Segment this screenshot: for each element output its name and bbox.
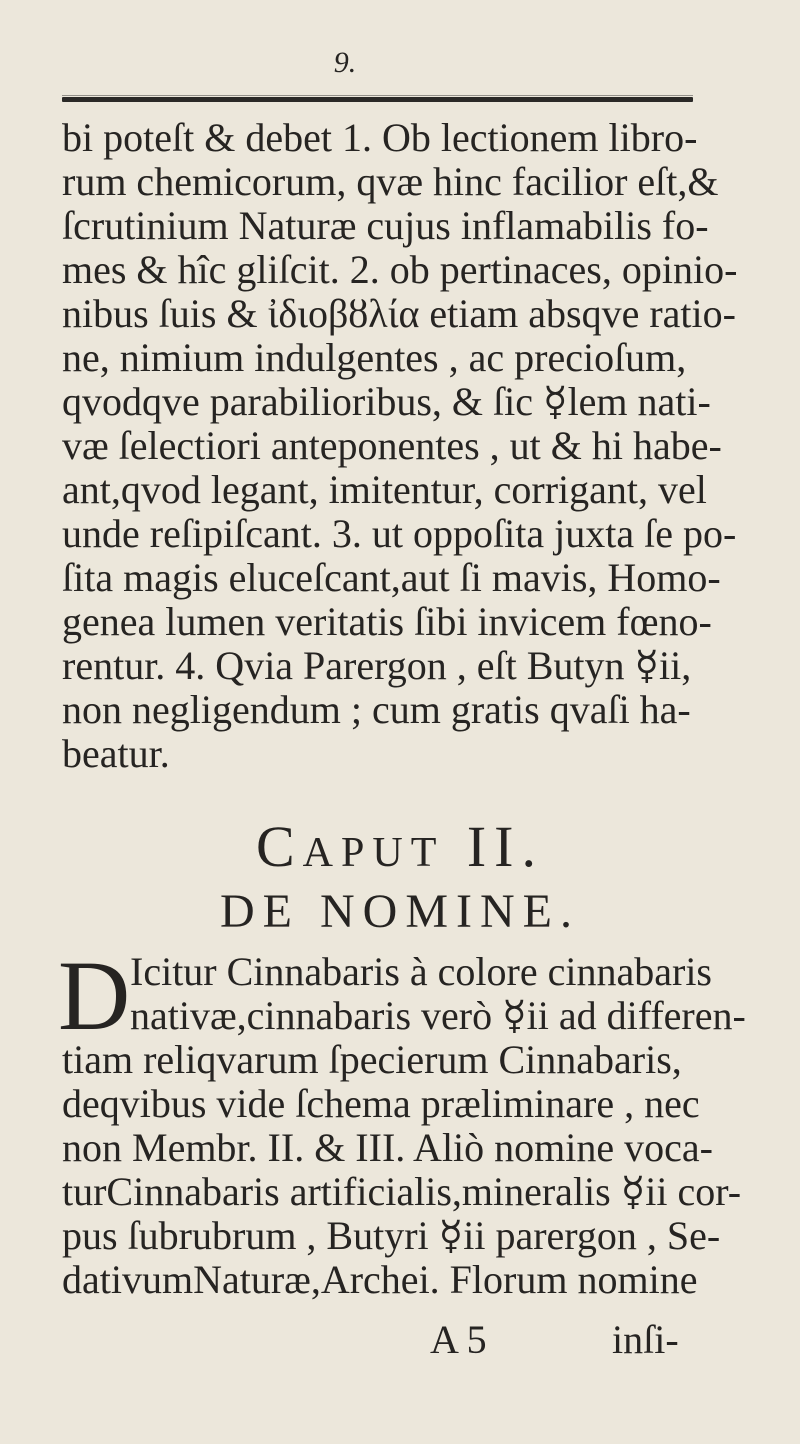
drop-cap: D [58,940,131,1051]
chapter-subtitle: DE NOMINE. [220,885,580,938]
header-rule-thin [62,95,693,96]
signature-mark: A 5 [430,1317,487,1362]
text-line: mes & hîc gliſcit. 2. ob pertinaces, opinio- [62,247,738,292]
text-line: non negligendum ; cum gratis qvaſi ha- [62,687,691,732]
text-line: ant,qvod legant, imitentur, corrigant, vel [62,467,707,512]
text-line: qvodqve parabilioribus, & ſic ☿lem nati- [62,379,711,424]
text-line: rum chemicorum, qvæ hinc facilior eſt,& [62,159,719,204]
text-line: nibus ſuis & ἰδιοβȣλία etiam absqve ratio- [62,291,736,336]
page-number: 9. [333,46,357,79]
text-line: turCinnabaris artificialis,mineralis ☿ii cor- [62,1169,742,1214]
text-line: nativæ,cinnabaris verò ☿ii ad differen- [130,993,746,1038]
text-line: ſcrutinium Naturæ cujus inflamabilis fo- [62,203,709,248]
text-line: pus ſubrubrum , Butyri ☿ii parergon , Se- [62,1213,721,1258]
text-line: Icitur Cinnabaris à colore cinnabaris [130,949,712,994]
text-line: rentur. 4. Qvia Parergon , eſt Butyn ☿ii, [62,643,692,688]
text-line: bi poteſt & debet 1. Ob lectionem libro- [62,115,698,160]
text-line: dativumNaturæ,Archei. Florum nomine [62,1257,698,1302]
text-line: tiam reliqvarum ſpecierum Cinnabaris, [62,1037,682,1082]
chapter-number: II. [466,814,544,879]
text-line: væ ſelectiori anteponentes , ut & hi habe- [62,423,722,468]
chapter-heading-initial: C [255,814,303,879]
text-line: unde reſipiſcant. 3. ut oppoſita juxta ſe po- [62,511,737,556]
chapter-heading [0,814,800,879]
text-line: deqvibus vide ſchema præliminare , nec [62,1081,700,1126]
header-rule [62,97,693,102]
catchword: inſi- [612,1317,679,1362]
text-line: ſita magis eluceſcant,aut ſi mavis, Homo- [62,555,721,600]
text-line: beatur. [62,731,170,776]
text-line: ne, nimium indulgentes , ac precioſum, [62,335,687,380]
text-line: non Membr. II. & III. Aliò nomine voca- [62,1125,713,1170]
chapter-heading-rest: APUT [302,830,445,876]
text-line: genea lumen veritatis ſibi invicem fœno- [62,599,712,644]
